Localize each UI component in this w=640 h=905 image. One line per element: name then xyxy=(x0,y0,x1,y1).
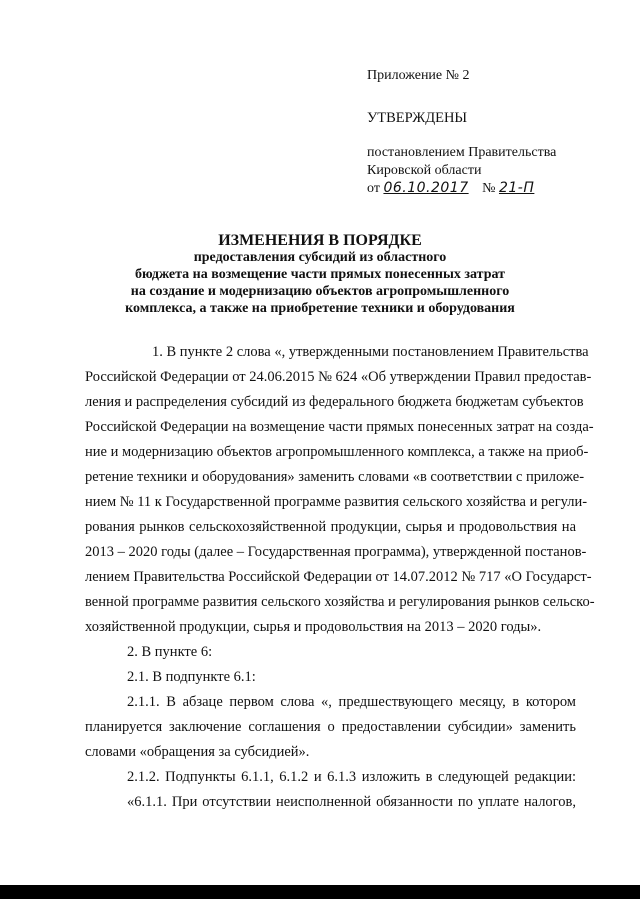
body-line: 2.1.1. В абзаце первом слова «, предшествующего месяцу, в котором xyxy=(127,694,576,710)
body-line: лением Правительства Российской Федерации от 14.07.2012 № 717 «О Государст- xyxy=(85,569,592,585)
title-line-1: предоставления субсидий из областного xyxy=(193,250,447,265)
decree-date-line xyxy=(367,180,534,197)
body-line: Российской Федерации на возмещение части прямых понесенных затрат на созда- xyxy=(85,419,594,435)
body-line: рования рынков сельскохозяйственной продукции, сырья и продовольствия на xyxy=(85,519,576,535)
body-line: ретение техники и оборудования» заменить словами «в соответствии с приложе- xyxy=(85,469,585,485)
body-line: 2013 – 2020 годы (далее – Государственная программа), утвержденной постанов- xyxy=(85,544,587,560)
body-line: хозяйственной продукции, сырья и продовольствия на 2013 – 2020 годы». xyxy=(85,619,542,635)
body-line: 2.1. В подпункте 6.1: xyxy=(127,669,256,685)
decree-line-2: Кировской области xyxy=(367,163,482,178)
document-title: ИЗМЕНЕНИЯ В ПОРЯДКЕ xyxy=(218,232,422,249)
approved-label: УТВЕРЖДЕНЫ xyxy=(367,110,468,126)
body-line: 1. В пункте 2 слова «, утвержденными постановлением Правительства xyxy=(152,344,589,360)
body-line: ления и распределения субсидий из федерального бюджета бюджетам субъектов xyxy=(85,394,584,410)
body-line: словами «обращения за субсидией». xyxy=(85,744,310,760)
date-prefix: от xyxy=(367,181,380,196)
title-line-4: комплекса, а также на приобретение техники и оборудования xyxy=(125,301,515,316)
body-line: 2. В пункте 6: xyxy=(127,644,213,660)
date-handwritten: 06.10.2017 xyxy=(383,180,469,196)
body-line: Российской Федерации от 24.06.2015 № 624 «Об утверждении Правил предостав- xyxy=(85,369,592,385)
decree-line-1: постановлением Правительства xyxy=(367,145,557,160)
appendix-label: Приложение № 2 xyxy=(367,68,470,83)
title-line-3: на создание и модернизацию объектов агропромышленного xyxy=(130,284,510,299)
body-line: 2.1.2. Подпункты 6.1.1, 6.1.2 и 6.1.3 изложить в следующей редакции: xyxy=(127,769,576,785)
body-line: ние и модернизацию объектов агропромышленного комплекса, а также на приоб- xyxy=(85,444,589,460)
scan-edge-bar xyxy=(0,885,640,899)
body-line: нием № 11 к Государственной программе развития сельского хозяйства и регули- xyxy=(85,494,588,510)
body-line: «6.1.1. При отсутствии неисполненной обязанности по уплате налогов, xyxy=(127,794,576,810)
title-line-2: бюджета на возмещение части прямых понесенных затрат xyxy=(134,267,506,282)
body-line: планируется заключение соглашения о предоставлении субсидии» заменить xyxy=(85,719,576,735)
body-line: венной программе развития сельского хозяйства и регулирования рынков сельско- xyxy=(85,594,595,610)
number-handwritten: 21-П xyxy=(498,180,535,196)
number-prefix: № xyxy=(482,181,496,196)
